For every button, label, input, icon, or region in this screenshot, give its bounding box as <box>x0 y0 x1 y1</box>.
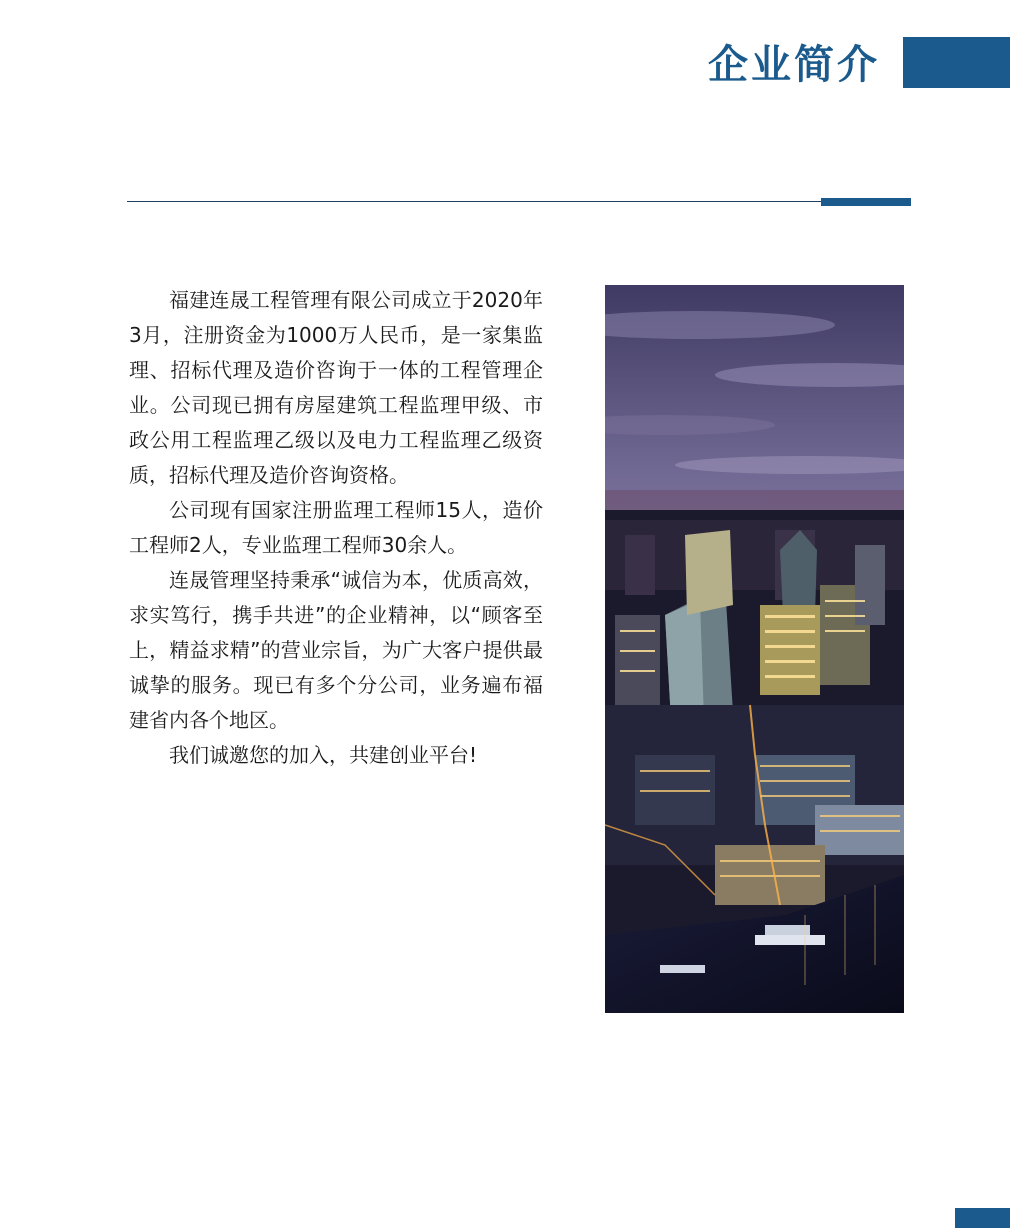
paragraph-values: 连晟管理坚持秉承“诚信为本，优质高效，求实笃行，携手共进”的企业精神，以“顾客至上，精益求精”的营业宗旨，为广大客户提供最诚挚的服务。现已有多个分公司，业务遍布福建省内各个地区。 <box>129 568 543 732</box>
intro-text <box>129 283 543 773</box>
page-footer-tab <box>955 1208 1010 1228</box>
title-accent-block <box>903 37 1010 88</box>
paragraph-staff: 公司现有国家注册监理工程师15人，造价工程师2人，专业监理工程师30余人。 <box>129 498 543 557</box>
city-night-photo <box>605 285 904 1013</box>
page-title: 企业简介 <box>708 42 880 88</box>
paragraph-company-intro: 福建连晟工程管理有限公司成立于2020年3月，注册资金为1000万人民币，是一家集监理、招标代理及造价咨询于一体的工程管理企业。公司现已拥有房屋建筑工程监理甲级、市政公用工程监理乙级以及电力工程监理乙级资质，招标代理及造价咨询资格。 <box>129 288 543 487</box>
divider-accent <box>821 198 911 206</box>
divider-line <box>127 201 827 202</box>
paragraph-invitation: 我们诚邀您的加入，共建创业平台! <box>169 743 478 767</box>
